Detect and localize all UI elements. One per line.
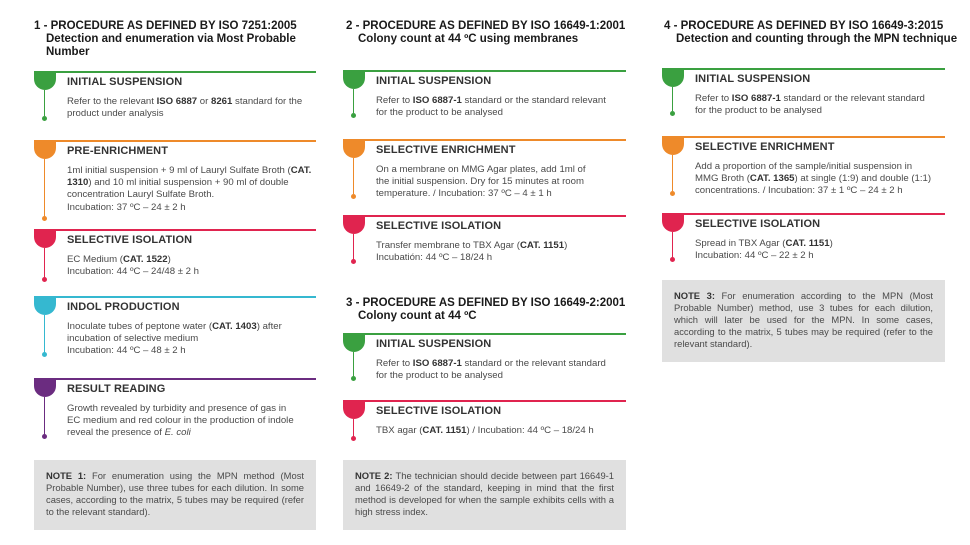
- red-tab-icon: [34, 229, 56, 248]
- body-line: Incubation: 37 ºC – 24 ± 2 h: [67, 201, 186, 213]
- col4-step-initial-suspension: [662, 68, 945, 128]
- body-line: Refer to ISO 6887-1 standard or the standard relevant: [376, 95, 606, 106]
- orange-tab-icon: [343, 139, 365, 158]
- body-line: Spread in TBX Agar (CAT. 1151): [695, 238, 833, 249]
- col1-step-indol-production: [34, 296, 316, 366]
- col3-step-selective-isolation: [343, 400, 626, 450]
- red-tab-icon: [343, 215, 365, 234]
- step-label: SELECTIVE ENRICHMENT: [376, 144, 516, 156]
- orange-tab-icon: [662, 136, 684, 155]
- col1-title: [34, 20, 324, 59]
- body-line: EC Medium (CAT. 1522): [67, 254, 171, 265]
- step-label: INITIAL SUSPENSION: [376, 75, 492, 87]
- body-line: reveal the presence of E. coli: [67, 427, 191, 439]
- col3-subtitle-1: Colony count at 44 ºC: [358, 310, 477, 322]
- body-line: 1310) and 10 ml initial suspension + 90 ml of double: [67, 177, 289, 189]
- note-1: NOTE 1: For enumeration using the MPN method (Most Probable Number), use three tubes for each dilution. In some cases, according to the matrix, 5 tubes may be required (refer to the relevant standard).: [34, 460, 316, 530]
- step-body: [67, 403, 317, 440]
- step-body: [376, 358, 626, 382]
- body-line: the initial suspension. Dry for 15 minutes at room: [376, 176, 584, 188]
- step-label: PRE-ENRICHMENT: [67, 145, 169, 157]
- body-line: MMG Broth (CAT. 1365) at single (1:9) and double (1:1): [695, 173, 932, 185]
- col3-title-number: 3 - PROCEDURE AS DEFINED BY ISO 16649-2:2001: [346, 297, 626, 309]
- body-line: Incubatión: 44 ºC – 18/24 h: [376, 252, 493, 264]
- step-label: SELECTIVE ENRICHMENT: [695, 141, 835, 153]
- step-label: SELECTIVE ISOLATION: [376, 405, 502, 417]
- body-line: TBX agar (CAT. 1151) / Incubation: 44 ºC – 18/24 h: [376, 425, 594, 436]
- col1-subtitle-2: Number: [46, 46, 90, 58]
- body-line: Refer to the relevant ISO 6887 or 8261 standard for the: [67, 96, 303, 107]
- step-body: [376, 240, 626, 264]
- step-body: [67, 96, 317, 120]
- step-label: SELECTIVE ISOLATION: [695, 218, 821, 230]
- step-body: [67, 254, 317, 278]
- step-body: [376, 95, 626, 119]
- step-body: [695, 238, 945, 262]
- purple-tab-icon: [34, 378, 56, 397]
- col3-title: [346, 297, 636, 323]
- step-label: INITIAL SUSPENSION: [695, 73, 811, 85]
- step-body: [67, 165, 317, 214]
- body-line: concentration Lauryl Sulfate Broth.: [67, 189, 215, 201]
- body-line: Incubation: 44 ºC – 24/48 ± 2 h: [67, 266, 199, 278]
- col2-step-initial-suspension: [343, 70, 626, 130]
- green-tab-icon: [343, 333, 365, 352]
- col1-subtitle-1: Detection and enumeration via Most Probable: [46, 33, 296, 45]
- body-line: temperature. / Incubation: 37 ºC – 4 ± 1 h: [376, 188, 552, 200]
- step-body: [695, 161, 951, 198]
- body-line: Add a proportion of the sample/initial suspension in: [695, 161, 913, 172]
- body-line: Refer to ISO 6887-1 standard or the relevant standard: [376, 358, 606, 369]
- step-body: [376, 164, 626, 201]
- note-2: NOTE 2: The technician should decide between part 16649-1 and 16649-2 of the standard, keeping in mind that the first method is developed for when the sample exhibits cells with a high stress index.: [343, 460, 626, 530]
- blue-tab-icon: [34, 296, 56, 315]
- col4-step-selective-enrichment: [662, 136, 945, 204]
- body-line: concentrations. / Incubation: 37 ± 1 ºC – 24 ± 2 h: [695, 185, 903, 197]
- step-label: SELECTIVE ISOLATION: [67, 234, 193, 246]
- red-tab-icon: [343, 400, 365, 419]
- col2-step-selective-isolation: [343, 215, 626, 273]
- col2-subtitle-1: Colony count at 44 ºC using membranes: [358, 33, 579, 45]
- step-body: [695, 93, 945, 117]
- body-line: Transfer membrane to TBX Agar (CAT. 1151): [376, 240, 568, 251]
- note-3: NOTE 3: For enumeration according to the MPN (Most Probable Number) method, use 3 tubes for each dilution, which will later be used for the MPN. In some cases, according to the matrix, 5 tubes may be required (refer to the relevant standard).: [662, 280, 945, 362]
- body-line: 1ml initial suspension + 9 ml of Lauryl Sulfate Broth (CAT.: [67, 165, 312, 176]
- step-body: [376, 425, 626, 437]
- step-label: RESULT READING: [67, 383, 166, 395]
- col2-title: [346, 20, 636, 46]
- step-label: SELECTIVE ISOLATION: [376, 220, 502, 232]
- col4-step-selective-isolation: [662, 213, 945, 271]
- body-line: incubation of selective medium: [67, 333, 199, 345]
- col4-title: [664, 20, 964, 46]
- orange-tab-icon: [34, 140, 56, 159]
- col3-step-initial-suspension: [343, 333, 626, 393]
- col1-step-pre-enrichment: [34, 140, 316, 225]
- green-tab-icon: [662, 68, 684, 87]
- body-line: Incubation: 44 ºC – 48 ± 2 h: [67, 345, 186, 357]
- green-tab-icon: [34, 71, 56, 90]
- body-line: Inoculate tubes of peptone water (CAT. 1403) after: [67, 321, 282, 332]
- green-tab-icon: [343, 70, 365, 89]
- body-line: for the product to be analysed: [695, 105, 822, 117]
- col2-step-selective-enrichment: [343, 139, 626, 209]
- body-line: for the product to be analysed: [376, 370, 503, 382]
- col1-step-result-reading: [34, 378, 316, 450]
- step-label: INITIAL SUSPENSION: [376, 338, 492, 350]
- red-tab-icon: [662, 213, 684, 232]
- body-line: Incubation: 44 ºC – 22 ± 2 h: [695, 250, 814, 262]
- step-label: INDOL PRODUCTION: [67, 301, 180, 313]
- col1-step-initial-suspension: [34, 71, 316, 131]
- body-line: product under analysis: [67, 108, 164, 120]
- col2-title-number: 2 - PROCEDURE AS DEFINED BY ISO 16649-1:2001: [346, 20, 626, 32]
- col1-step-selective-isolation: [34, 229, 316, 287]
- col4-title-number: 4 - PROCEDURE AS DEFINED BY ISO 16649-3:2015: [664, 20, 944, 32]
- body-line: Refer to ISO 6887-1 standard or the relevant standard: [695, 93, 925, 104]
- col1-title-number: 1 - PROCEDURE AS DEFINED BY ISO 7251:2005: [34, 20, 297, 32]
- body-line: EC medium and red colour in the production of indole: [67, 415, 294, 427]
- step-body: [67, 321, 317, 358]
- body-line: Growth revealed by turbidity and presence of gas in: [67, 403, 287, 414]
- col4-subtitle-1: Detection and counting through the MPN technique: [676, 33, 958, 45]
- body-line: On a membrane on MMG Agar plates, add 1ml of: [376, 164, 586, 175]
- body-line: for the product to be analysed: [376, 107, 503, 119]
- step-label: INITIAL SUSPENSION: [67, 76, 183, 88]
